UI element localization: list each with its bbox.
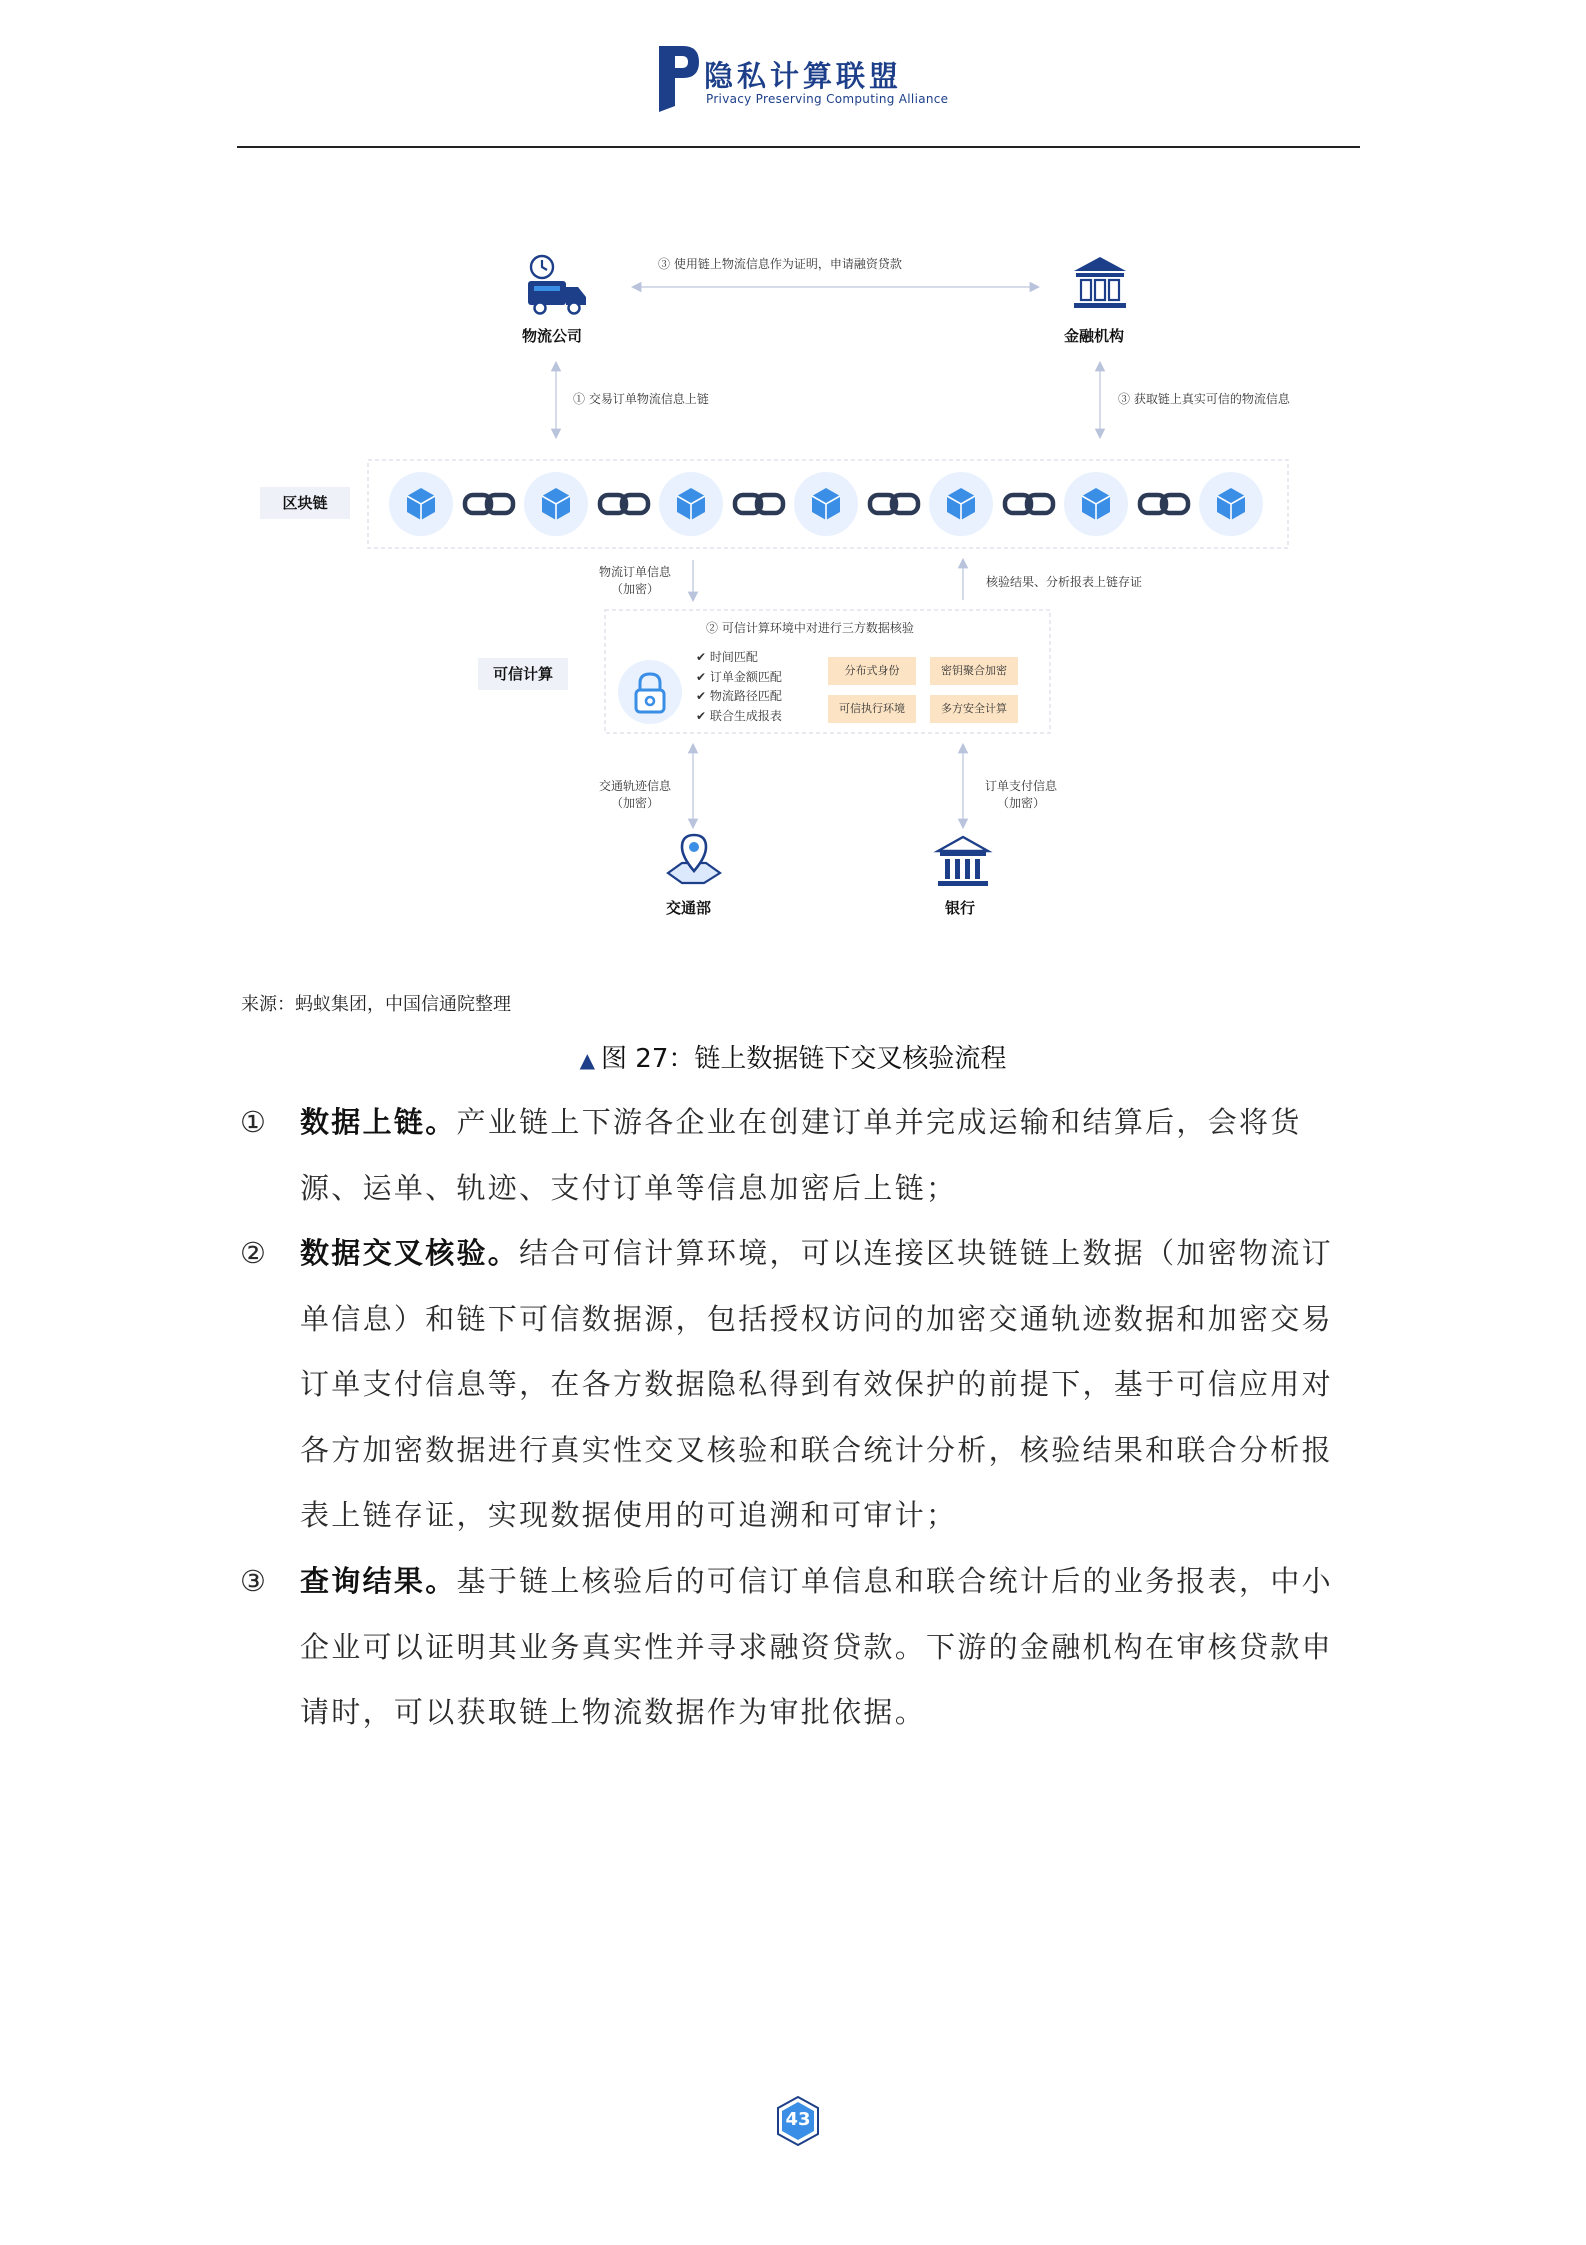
order-info-text: 物流订单信息 — [598, 565, 671, 579]
payment-info-note: （加密） — [996, 796, 1045, 810]
chain-link-icon — [870, 495, 918, 513]
traffic-info-text: 交通轨迹信息 — [598, 779, 671, 793]
diagram-canvas — [238, 205, 1348, 965]
tag-distributed-identity: 分布式身份 — [828, 657, 916, 685]
page-number: 43 — [785, 2109, 811, 2130]
map-pin-icon — [668, 835, 720, 883]
transport-ministry-label: 交通部 — [666, 899, 712, 917]
check-list — [696, 648, 782, 726]
step-text: 产业链上下游各企业在创建订单并完成运输和结算后，会将货源、运单、轨迹、支付订单等信息加密后上链； — [300, 1105, 1302, 1205]
block-icon — [929, 472, 993, 536]
header-divider — [237, 146, 1360, 148]
order-info-label — [590, 563, 680, 597]
finance-institution-label: 金融机构 — [1064, 327, 1125, 345]
caption-marker-icon: ▲ — [579, 1048, 596, 1072]
brand-name-cn: 隐私计算联盟 — [704, 59, 903, 93]
block-icon — [389, 472, 453, 536]
step-text: 结合可信计算环境，可以连接区块链链上数据（加密物流订单信息）和链下可信数据源，包括授权访问的加密交通轨迹数据和加密交易订单支付信息等，在各方数据隐私得到有效保护的前提下，基于可信应用对各方加密数据进行真实性交叉核验和联合统计分析，核验结果和联合分析报表上链存证，实现数据使用的可追溯和可审计； — [300, 1236, 1333, 1532]
chain-link-icon — [600, 495, 648, 513]
trusted-compute-label: 可信计算 — [478, 658, 568, 690]
order-info-note: （加密） — [610, 582, 659, 596]
block-icon — [1064, 472, 1128, 536]
top-arrow-label: ③ 使用链上物流信息作为证明，申请融资贷款 — [658, 257, 902, 271]
block-icon — [524, 472, 588, 536]
brand-name-en: Privacy Preserving Computing Alliance — [706, 92, 949, 106]
figure-source: 来源：蚂蚁集团，中国信通院整理 — [241, 994, 511, 1015]
paragraph-step-2 — [240, 1221, 1360, 1549]
blockchain-row — [389, 472, 1263, 536]
traffic-info-label — [590, 777, 680, 811]
blockchain-label: 区块链 — [260, 487, 350, 519]
check-item: ✔ 时间匹配 — [696, 650, 758, 664]
bank-label: 银行 — [945, 899, 976, 917]
chain-link-icon — [735, 495, 783, 513]
step-number: ① — [240, 1105, 269, 1139]
step-title: 查询结果。 — [300, 1564, 457, 1598]
upload-arrow-label: ① 交易订单物流信息上链 — [573, 392, 709, 406]
step-title: 数据交叉核验。 — [300, 1236, 520, 1270]
truck-icon — [528, 256, 586, 314]
step-text: 基于链上核验后的可信订单信息和联合统计后的业务报表，中小企业可以证明其业务真实性并寻求融资贷款。下游的金融机构在审核贷款申请时，可以获取链上物流数据作为审批依据。 — [300, 1564, 1333, 1729]
result-arrow-label: 核验结果、分析报表上链存证 — [986, 575, 1143, 589]
chain-link-icon — [465, 495, 513, 513]
check-item: ✔ 物流路径匹配 — [696, 689, 782, 703]
payment-info-label — [976, 777, 1066, 811]
check-item: ✔ 订单金额匹配 — [696, 669, 782, 684]
paragraph-step-1 — [240, 1090, 1360, 1221]
step-number: ③ — [240, 1564, 269, 1598]
paragraph-step-3 — [240, 1549, 1360, 1746]
block-icon — [1199, 472, 1263, 536]
block-icon — [659, 472, 723, 536]
block-icon — [794, 472, 858, 536]
lock-icon — [618, 660, 682, 724]
step-title: 数据上链。 — [300, 1105, 457, 1139]
caption-text: 图 27：链上数据链下交叉核验流程 — [601, 1044, 1007, 1074]
fetch-arrow-label: ③ 获取链上真实可信的物流信息 — [1118, 392, 1290, 406]
finance-building-icon — [1074, 257, 1126, 308]
tee-title: ② 可信计算环境中对进行三方数据核验 — [706, 621, 914, 635]
traffic-info-note: （加密） — [610, 796, 659, 810]
chain-link-icon — [1005, 495, 1053, 513]
tag-mpc: 多方安全计算 — [930, 695, 1018, 723]
chain-link-icon — [1140, 495, 1188, 513]
tag-key-aggregation: 密钥聚合加密 — [930, 657, 1018, 685]
step-number: ② — [240, 1236, 269, 1270]
payment-info-text: 订单支付信息 — [984, 779, 1057, 793]
tag-tee: 可信执行环境 — [828, 695, 916, 723]
check-item: ✔ 联合生成报表 — [696, 708, 782, 723]
bank-icon — [938, 837, 988, 886]
logistics-company-label: 物流公司 — [522, 327, 583, 345]
flow-diagram — [238, 205, 1348, 965]
figure-caption — [0, 1038, 1586, 1075]
